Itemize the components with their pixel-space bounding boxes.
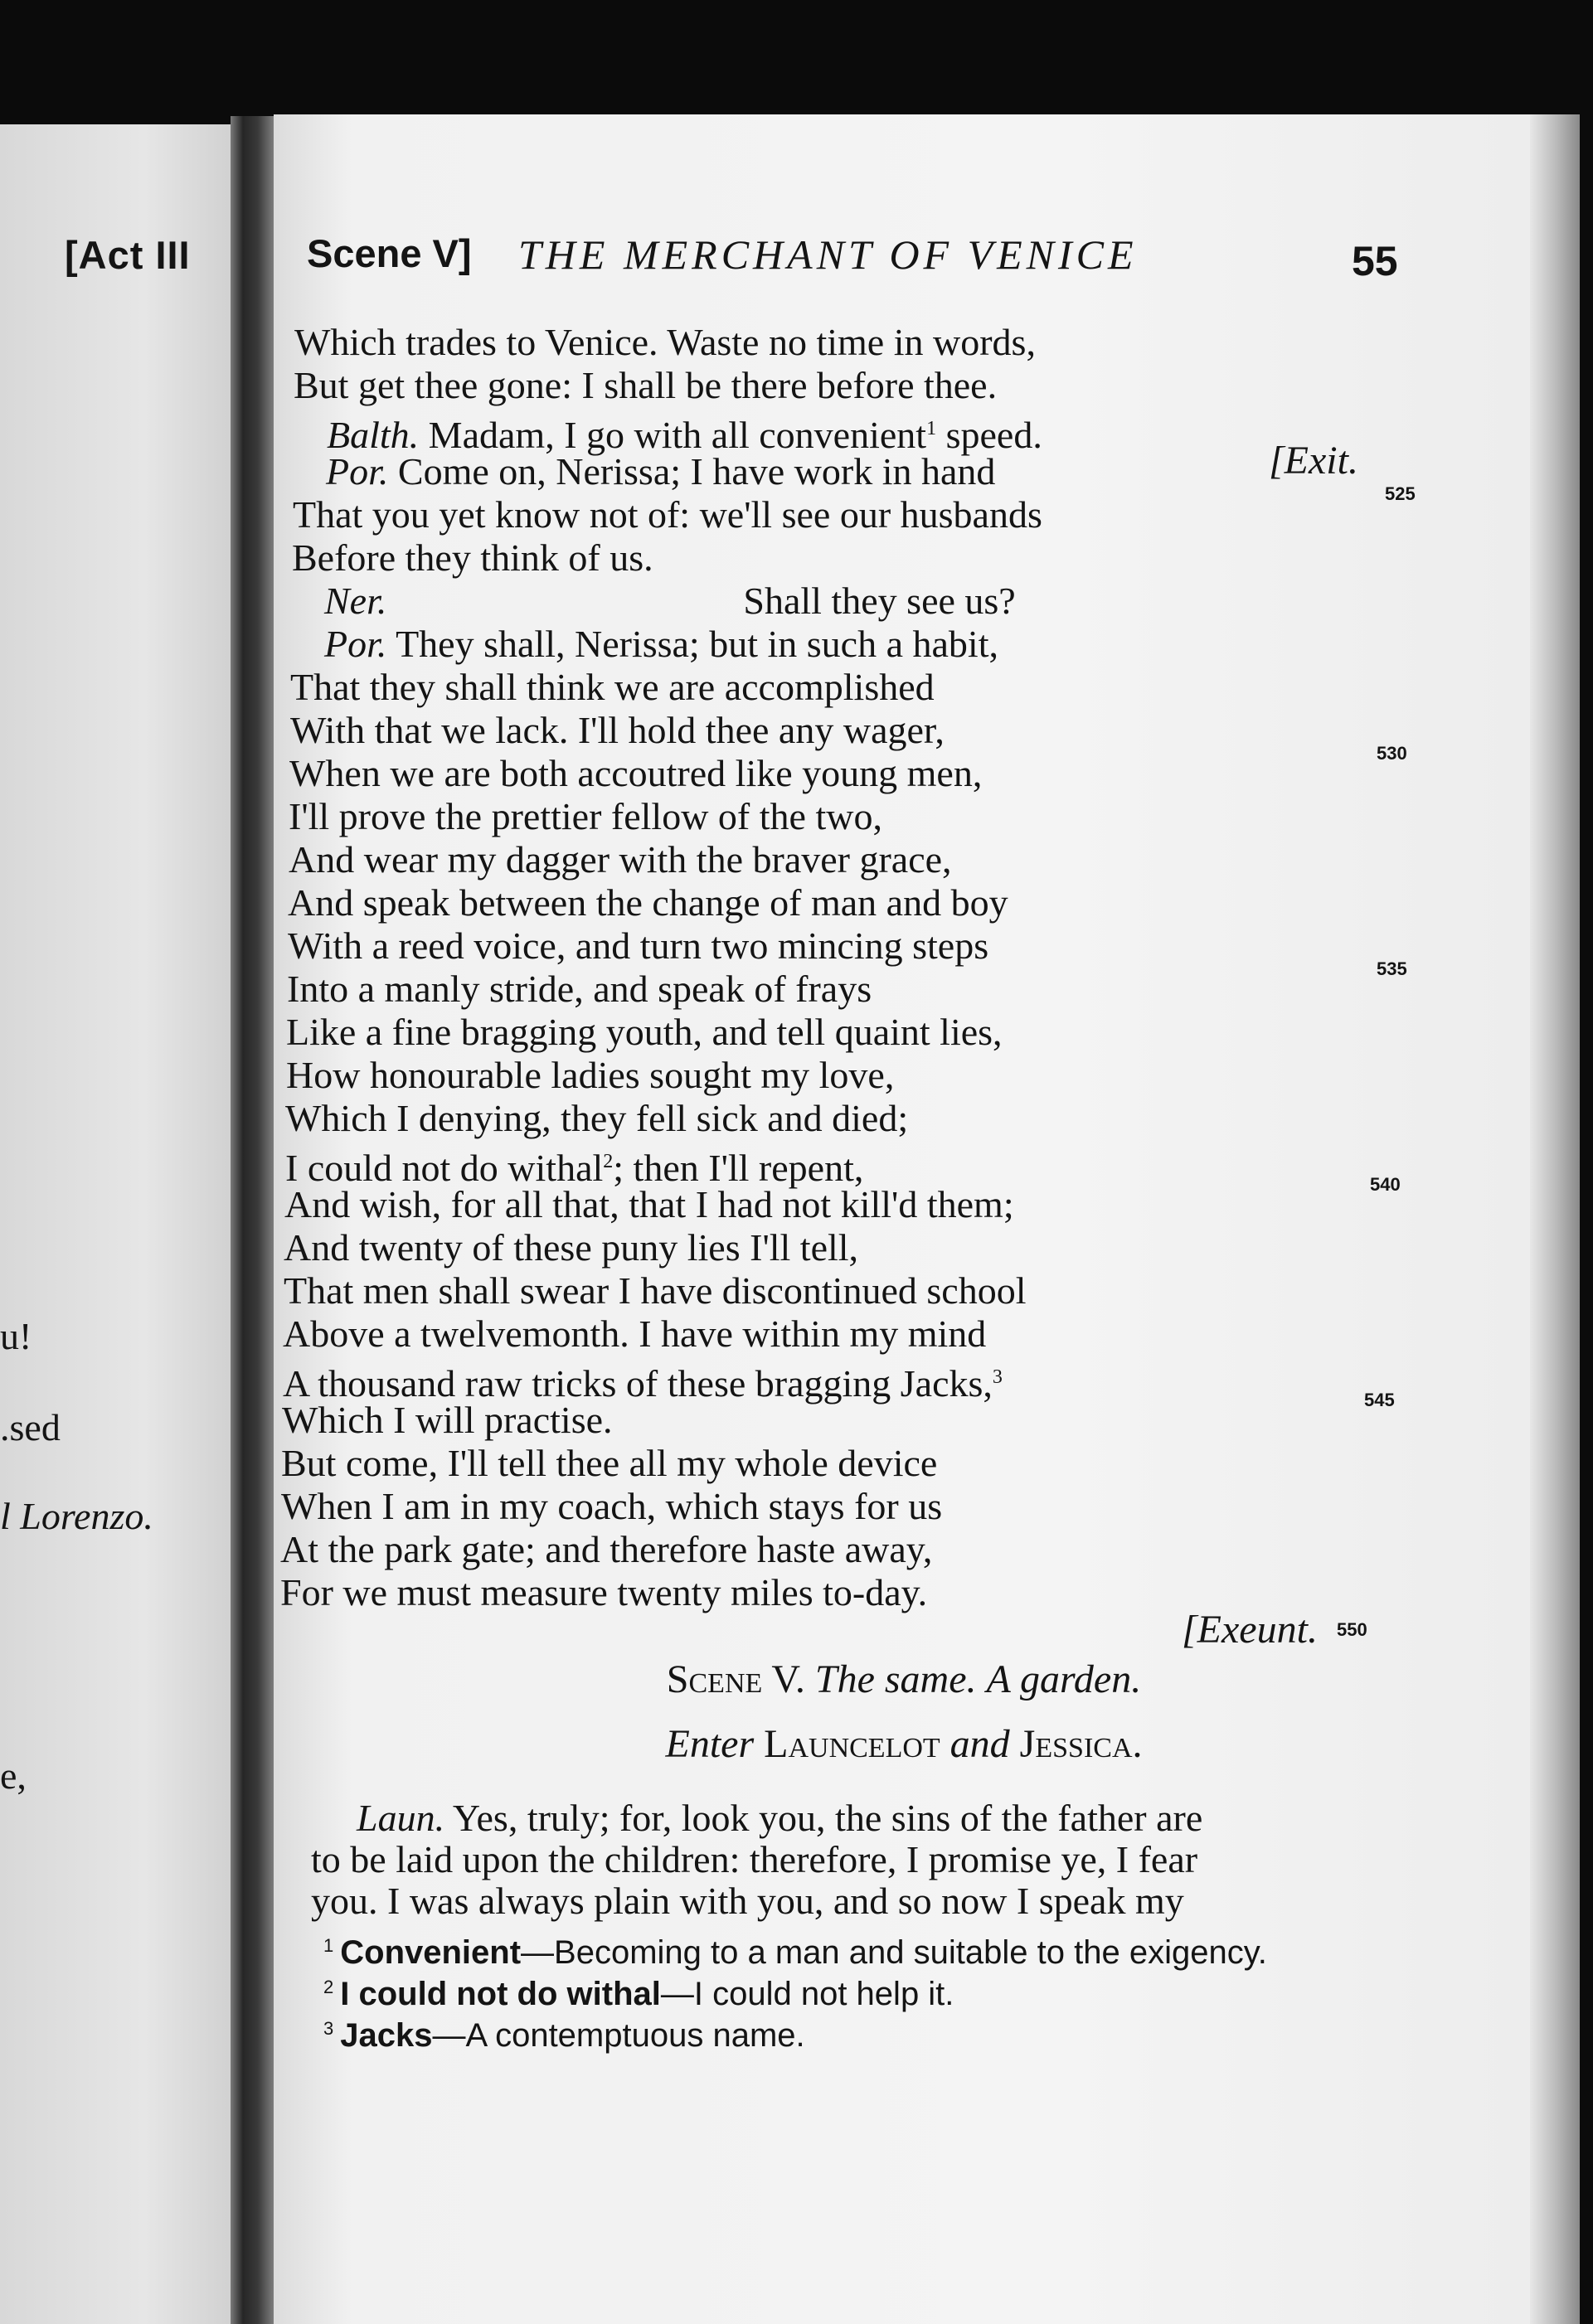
- footnote-number: 2: [323, 1977, 334, 1997]
- verse-text: Like a fine bragging youth, and tell quaint lies,: [286, 1011, 1003, 1053]
- verse-text: But come, I'll tell thee all my whole device: [281, 1442, 938, 1484]
- left-fragment: e,: [0, 1754, 27, 1797]
- verse-line: [289, 796, 882, 837]
- verse-line: [284, 1270, 1026, 1312]
- verse-text: And wish, for all that, that I had not kill'd them;: [284, 1183, 1014, 1225]
- left-running-head: [Act III: [65, 233, 191, 277]
- prose-line: you. I was always plain with you, and so now I speak my: [311, 1880, 1184, 1922]
- verse-text: Into a manly stride, and speak of frays: [287, 968, 872, 1010]
- verse-text: That men shall swear I have discontinued school: [284, 1269, 1027, 1312]
- verse-text: For we must measure twenty miles to-day.: [280, 1571, 928, 1613]
- verse-text: Before they think of us.: [292, 536, 653, 579]
- line-number: 535: [1377, 958, 1407, 979]
- verse-text: speed.: [936, 414, 1042, 456]
- line-number: 545: [1364, 1390, 1395, 1410]
- left-fragment: u!: [0, 1315, 32, 1357]
- verse-line: [286, 1012, 1003, 1053]
- verse-text: That they shall think we are accomplished: [290, 666, 935, 708]
- left-fragment: .sed: [0, 1406, 61, 1448]
- scene-setting: A garden.: [986, 1657, 1142, 1701]
- speaker-name: Laun.: [357, 1797, 445, 1839]
- verse-line: [294, 365, 997, 406]
- verse-text: How honourable ladies sought my love,: [286, 1054, 895, 1096]
- page-number: 55: [1352, 238, 1398, 284]
- verse-text: And wear my dagger with the braver grace,: [289, 838, 952, 881]
- verse-line: [326, 451, 995, 492]
- prose-text: Yes, truly; for, look you, the sins of the father are: [444, 1797, 1203, 1839]
- footnote: [274, 2017, 805, 2055]
- speaker-name: Ner.: [324, 580, 387, 622]
- speaker-name: Por.: [324, 623, 387, 665]
- verse-line: [294, 322, 1036, 363]
- footnote-marker: 2: [603, 1151, 614, 1172]
- verse-line: [293, 494, 1042, 536]
- footnote: [274, 1976, 954, 2013]
- verse-line: [283, 1313, 986, 1355]
- prose-line: to be laid upon the children: therefore, I promise ye, I fear: [311, 1838, 1198, 1880]
- verse-line: [288, 925, 988, 967]
- verse-line: [281, 1486, 942, 1527]
- verse-text: A thousand raw tricks of these bragging Jacks,: [283, 1362, 993, 1405]
- footnote-term: Convenient: [340, 1934, 522, 1971]
- verse-text: They shall, Nerissa; but in such a habit,: [386, 623, 998, 665]
- verse-line: [290, 667, 935, 708]
- verse-text: Which trades to Venice. Waste no time in words,: [294, 321, 1036, 363]
- verse-text: I'll prove the prettier fellow of the two,: [289, 795, 882, 837]
- enter-word: Enter: [665, 1722, 755, 1766]
- line-number: 530: [1377, 743, 1407, 764]
- verse-line: [284, 1227, 858, 1269]
- verse-text: With that we lack. I'll hold thee any wager,: [290, 709, 945, 751]
- footnote-number: 1: [323, 1935, 334, 1956]
- footnote: [274, 1934, 1267, 1972]
- verse-line: [289, 753, 982, 794]
- verse-line: [282, 1400, 613, 1441]
- verse-line: [283, 1356, 1003, 1405]
- character-name: Jessica.: [1019, 1722, 1143, 1766]
- verse-text: At the park gate; and therefore haste away,: [280, 1528, 933, 1570]
- book-binding: [231, 116, 280, 2324]
- footnote-marker: 1: [926, 418, 937, 439]
- line-number: 525: [1385, 483, 1416, 504]
- verse-line: [287, 968, 872, 1010]
- footnote-gloss: —A contemptuous name.: [432, 2017, 805, 2054]
- verse-text: Which I will practise.: [282, 1399, 613, 1441]
- footnote-term: Jacks: [340, 2017, 433, 2054]
- scene-label: Scene V.: [666, 1657, 805, 1701]
- scene-setting: The same.: [814, 1657, 977, 1701]
- running-header: [290, 230, 1518, 289]
- and-word: and: [949, 1722, 1010, 1766]
- scene-heading: [481, 1657, 1327, 1702]
- verse-text: When I am in my coach, which stays for us: [281, 1485, 943, 1527]
- verse-text: Which I denying, they fell sick and died;: [285, 1097, 909, 1139]
- footnote-gloss: —I could not help it.: [660, 1976, 954, 2012]
- verse-line: [280, 1529, 932, 1570]
- verse-text: Madam, I go with all convenient: [419, 414, 927, 456]
- verse-text: Come on, Nerissa; I have work in hand: [388, 450, 996, 492]
- verse-line: [289, 839, 952, 881]
- stage-direction-exeunt: [Exeunt.: [1182, 1608, 1318, 1652]
- verse-text: I could not do withal: [285, 1147, 604, 1189]
- entrance-direction: [481, 1721, 1327, 1767]
- running-head-title: THE MERCHANT OF VENICE: [518, 231, 1138, 278]
- page-edge: [1530, 114, 1580, 2324]
- footnote-number: 3: [323, 2018, 334, 2039]
- footnote-term: I could not do withal: [340, 1976, 661, 2012]
- verse-text: But get thee gone: I shall be there before thee.: [294, 364, 998, 406]
- verse-line: [292, 537, 653, 579]
- footnote-gloss: —Becoming to a man and suitable to the exigency.: [521, 1934, 1267, 1971]
- verse-line: [286, 1055, 894, 1096]
- verse-text: Shall they see us?: [743, 580, 1016, 622]
- line-number: 550: [1337, 1619, 1367, 1640]
- verse-line: [290, 710, 945, 751]
- character-name: Launcelot: [764, 1722, 940, 1766]
- verse-line: [324, 580, 1016, 622]
- verse-text: With a reed voice, and turn two mincing steps: [288, 924, 989, 967]
- left-fragment: l Lorenzo.: [0, 1495, 153, 1537]
- footnote-marker: 3: [992, 1366, 1003, 1388]
- verse-line: [324, 623, 998, 665]
- verse-line: [288, 882, 1008, 924]
- verse-line: [285, 1141, 863, 1189]
- running-head-scene: Scene V]: [307, 231, 472, 275]
- verse-line: [280, 1572, 927, 1613]
- verse-text: When we are both accoutred like young men,: [289, 752, 983, 794]
- verse-text: And speak between the change of man and boy: [288, 881, 1008, 924]
- verse-line: [285, 1098, 908, 1139]
- line-number: 540: [1370, 1174, 1401, 1195]
- speaker-name: Por.: [326, 450, 389, 492]
- verse-text: And twenty of these puny lies I'll tell,: [284, 1226, 859, 1269]
- verse-text: ; then I'll repent,: [613, 1147, 864, 1189]
- verse-text: Above a twelvemonth. I have within my mind: [283, 1312, 987, 1355]
- right-page: [274, 114, 1580, 2324]
- verse-text: That you yet know not of: we'll see our husbands: [293, 493, 1042, 536]
- verse-line: [281, 1443, 937, 1484]
- prose-line: [274, 1798, 1202, 1839]
- verse-line: [284, 1184, 1014, 1225]
- left-page: [0, 124, 240, 2324]
- verse-line: [327, 408, 1042, 456]
- speaker-name: Balth.: [327, 414, 420, 456]
- stage-direction-exit: [Exit.: [1269, 439, 1358, 483]
